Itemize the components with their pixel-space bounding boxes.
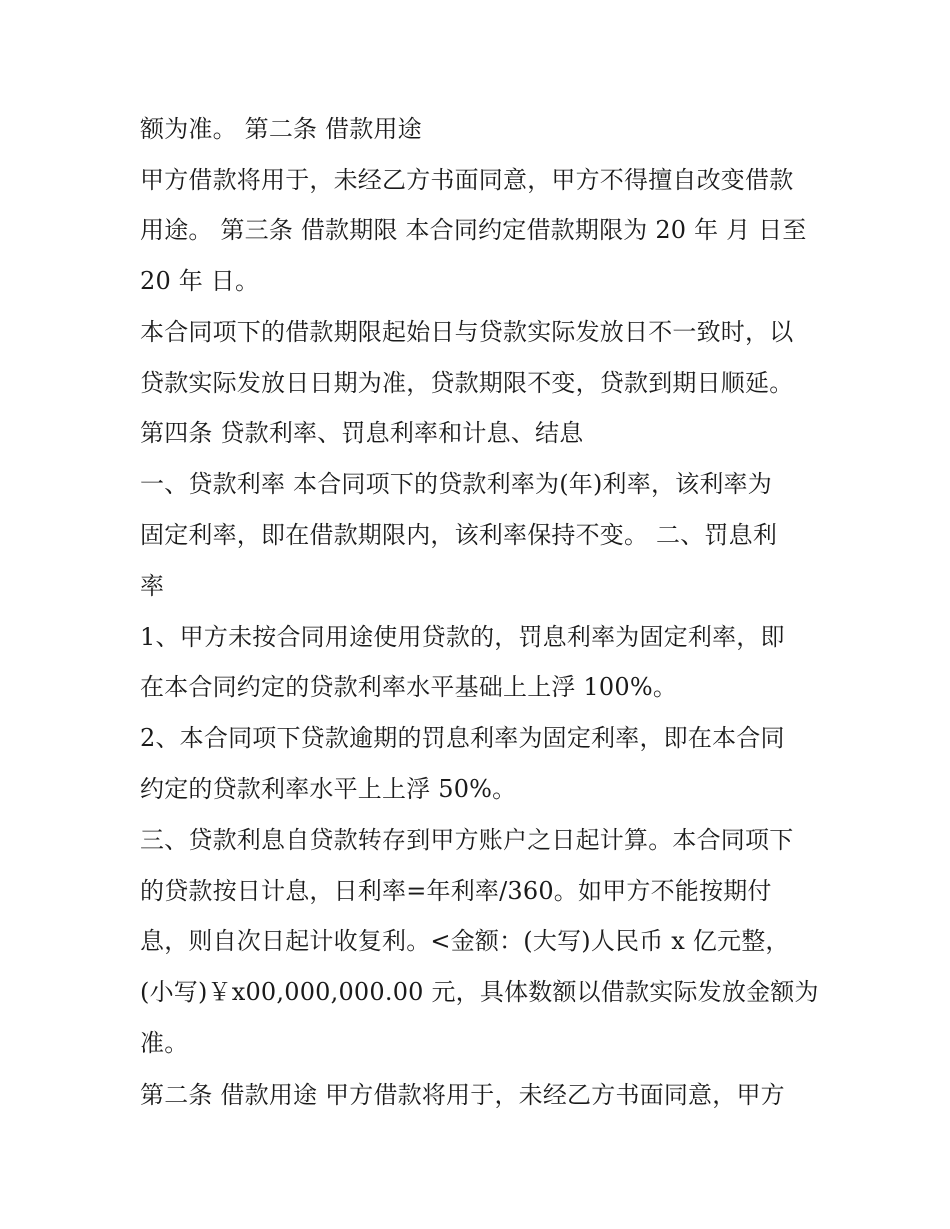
text-line: 率	[140, 572, 165, 600]
text-line: 贷款实际发放日日期为准，贷款期限不变，贷款到期日顺延。	[140, 369, 794, 397]
text-line: 固定利率，即在借款期限内，该利率保持不变。 二、罚息利	[140, 521, 778, 549]
text-line: 甲方借款将用于，未经乙方书面同意，甲方不得擅自改变借款	[140, 166, 794, 194]
text-line: 20 年 日。	[140, 267, 260, 295]
text-line: 用途。 第三条 借款期限 本合同约定借款期限为 20 年 月 日至	[140, 216, 807, 244]
text-line: 在本合同约定的贷款利率水平基础上上浮 100%。	[140, 673, 678, 701]
text-line: 2、本合同项下贷款逾期的罚息利率为固定利率，即在本合同	[140, 724, 785, 752]
text-line: 三、贷款利息自贷款转存到甲方账户之日起计算。本合同项下	[140, 826, 794, 854]
text-line: 准。	[140, 1029, 189, 1057]
text-line: 额为准。 第二条 借款用途	[140, 115, 422, 143]
text-line: 约定的贷款利率水平上上浮 50%。	[140, 775, 517, 803]
section-heading: 第四条 贷款利率、罚息利率和计息、结息	[140, 419, 584, 447]
text-line: 的贷款按日计息，日利率=年利率/360。如甲方不能按期付	[140, 877, 772, 905]
text-line: 息，则自次日起计收复利。<金额：(大写)人民币 x 亿元整，	[140, 927, 790, 955]
text-line: 一、贷款利率 本合同项下的贷款利率为(年)利率，该利率为	[140, 470, 772, 498]
text-line: (小写)￥x00,000,000.00 元，具体数额以借款实际发放金额为	[140, 978, 819, 1006]
text-line: 1、甲方未按合同用途使用贷款的，罚息利率为固定利率，即	[140, 623, 785, 651]
text-line: 第二条 借款用途 甲方借款将用于，未经乙方书面同意，甲方	[140, 1081, 785, 1109]
text-line: 本合同项下的借款期限起始日与贷款实际发放日不一致时，以	[140, 318, 794, 346]
